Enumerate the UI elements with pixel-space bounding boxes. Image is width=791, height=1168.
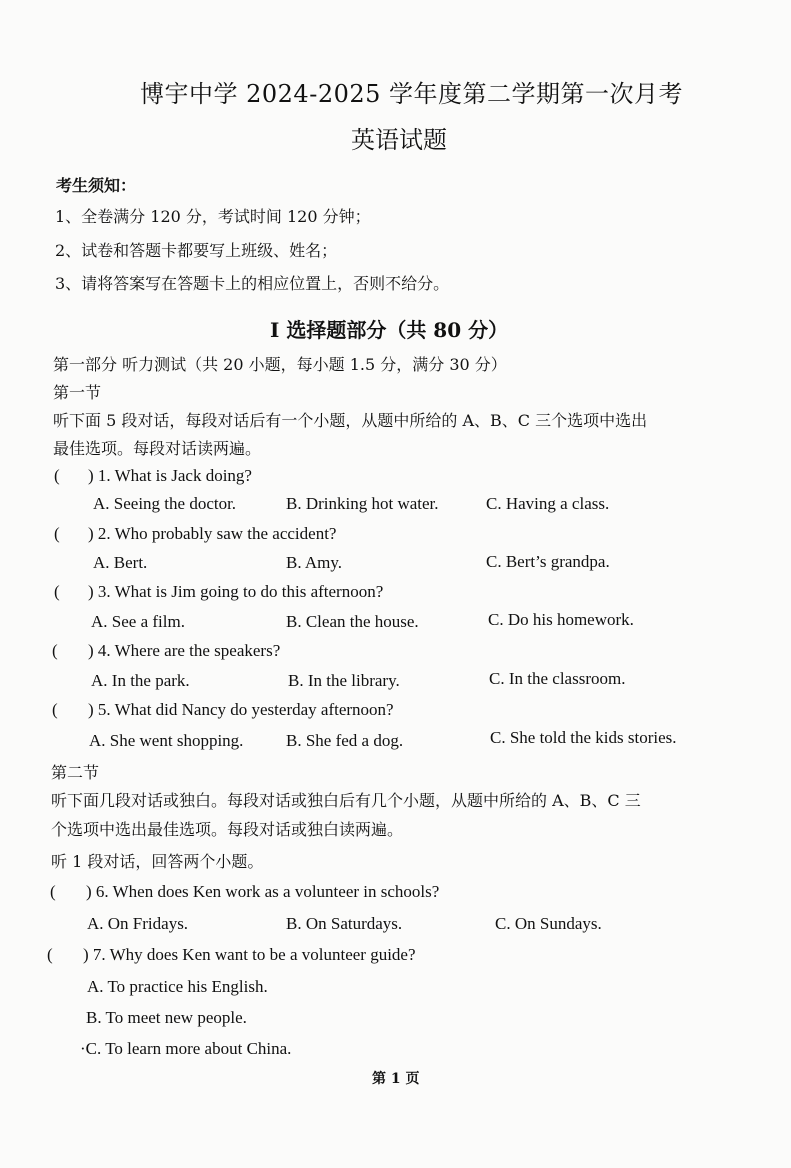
section-title: I 选择题部分（共 80 分） <box>270 318 509 342</box>
option-c: C. In the classroom. <box>489 669 626 688</box>
notice-item: 2、试卷和答题卡都要写上班级、姓名； <box>55 241 338 260</box>
option-b: B. Clean the house. <box>286 612 419 631</box>
exam-title: 博宇中学 2024-2025 学年度第二学期第一次月考 <box>140 80 684 108</box>
option-a: A. See a film. <box>91 612 185 631</box>
subsection-label: 第一节 <box>53 383 102 402</box>
answer-paren[interactable]: ( <box>50 882 56 901</box>
option-c: C. On Sundays. <box>495 914 602 933</box>
answer-paren[interactable]: ( <box>54 582 60 601</box>
page-number: 第 1 页 <box>372 1071 420 1087</box>
question-text: ) 5. What did Nancy do yesterday afternoon? <box>88 700 394 719</box>
option-b: B. Amy. <box>286 553 343 572</box>
question-text: ) 4. Where are the speakers? <box>88 641 281 660</box>
option-a: A. She went shopping. <box>89 731 244 750</box>
notice-item: 1、全卷满分 120 分，考试时间 120 分钟； <box>55 207 371 226</box>
option-b: B. She fed a dog. <box>286 731 404 750</box>
notice-item: 3、请将答案写在答题卡上的相应位置上，否则不给分。 <box>55 274 450 293</box>
option-b: B. Drinking hot water. <box>286 494 439 513</box>
subsection-label: 第二节 <box>51 763 100 782</box>
option-c: ·C. To learn more about China. <box>80 1039 292 1058</box>
question-text: ) 6. When does Ken work as a volunteer in schools? <box>86 882 440 901</box>
option-a: A. To practice his English. <box>87 977 268 996</box>
option-c: C. Bert’s grandpa. <box>486 552 610 571</box>
option-a: A. Bert. <box>93 553 148 572</box>
option-b: B. In the library. <box>288 671 400 690</box>
question-text: ) 3. What is Jim going to do this afternoon? <box>88 582 384 601</box>
instruction-text: 最佳选项。每段对话读两遍。 <box>53 439 262 458</box>
notice-heading: 考生须知： <box>56 176 137 195</box>
answer-paren[interactable]: ( <box>47 945 53 964</box>
instruction-note: 听 1 段对话，回答两个小题。 <box>51 852 264 871</box>
exam-subtitle: 英语试题 <box>351 126 447 154</box>
answer-paren[interactable]: ( <box>52 641 58 660</box>
answer-paren[interactable]: ( <box>52 700 58 719</box>
option-b: B. On Saturdays. <box>286 914 403 933</box>
option-b: B. To meet new people. <box>86 1008 247 1027</box>
answer-paren[interactable]: ( <box>54 524 60 543</box>
instruction-text: 听下面几段对话或独白。每段对话或独白后有几个小题，从题中所给的 A、B、C 三 <box>51 791 641 810</box>
part-heading: 第一部分 听力测试（共 20 小题，每小题 1.5 分，满分 30 分） <box>53 355 507 374</box>
question-text: ) 7. Why does Ken want to be a volunteer guide? <box>83 945 416 964</box>
instruction-text: 个选项中选出最佳选项。每段对话或独白读两遍。 <box>51 820 404 839</box>
option-a: A. In the park. <box>91 671 190 690</box>
option-a: A. On Fridays. <box>87 914 189 933</box>
question-text: ) 2. Who probably saw the accident? <box>88 524 337 543</box>
option-a: A. Seeing the doctor. <box>93 494 237 513</box>
option-c: C. Having a class. <box>486 494 610 513</box>
answer-paren[interactable]: ( <box>54 466 60 485</box>
instruction-text: 听下面 5 段对话，每段对话后有一个小题，从题中所给的 A、B、C 三个选项中选出 <box>53 411 648 430</box>
question-text: ) 1. What is Jack doing? <box>88 466 252 485</box>
option-c: C. Do his homework. <box>488 610 634 629</box>
option-c: C. She told the kids stories. <box>490 728 677 747</box>
